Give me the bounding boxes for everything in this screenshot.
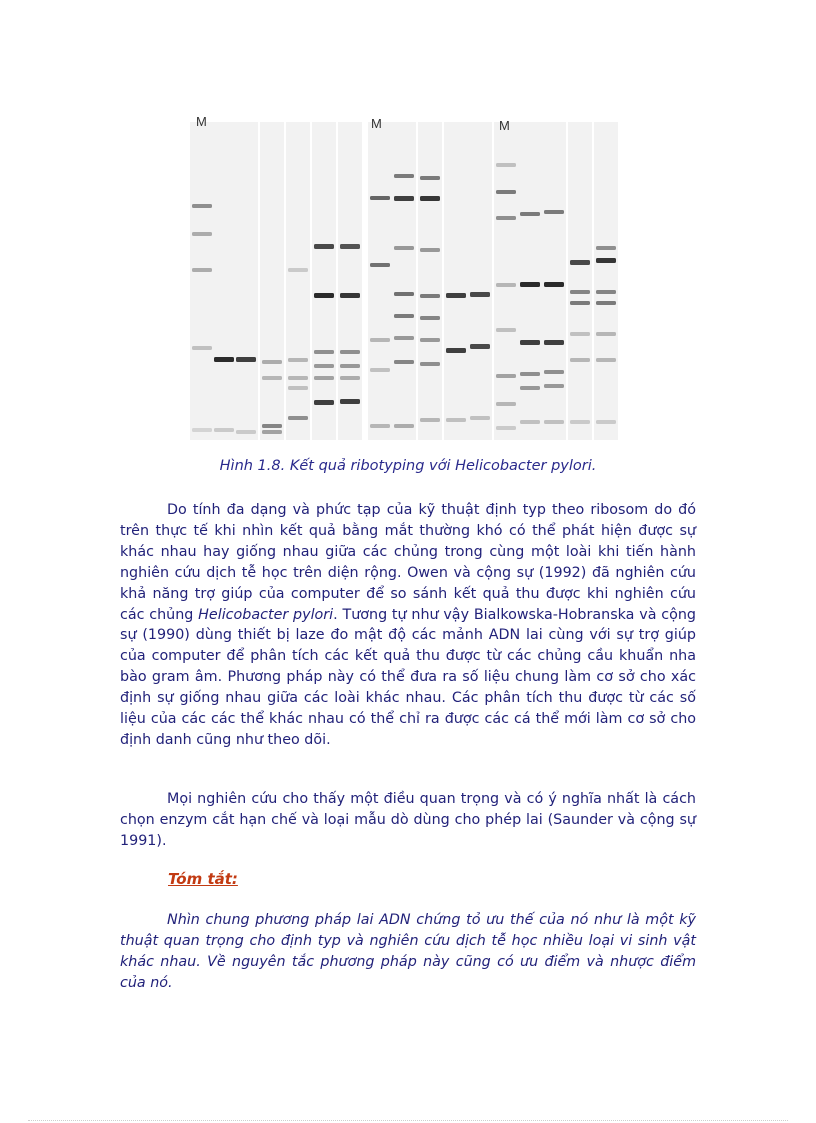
gel-lane-5 bbox=[286, 122, 310, 440]
paragraph-ribotyping-analysis bbox=[120, 500, 696, 751]
gel-band-1-5 bbox=[192, 428, 212, 432]
gel-band-9-5 bbox=[394, 314, 414, 318]
gel-lane-13 bbox=[494, 122, 518, 440]
gel-band-9-3 bbox=[394, 246, 414, 250]
gel-band-16-3 bbox=[570, 301, 590, 305]
gel-band-7-2 bbox=[340, 293, 360, 298]
gel-band-5-5 bbox=[288, 416, 308, 420]
gel-band-10-7 bbox=[420, 362, 440, 366]
gel-band-15-6 bbox=[544, 420, 564, 424]
gel-lane-3 bbox=[234, 122, 258, 440]
gel-lane-16 bbox=[568, 122, 592, 440]
gel-band-5-2 bbox=[288, 358, 308, 362]
ribotyping-gel-figure bbox=[188, 110, 628, 440]
gel-band-17-4 bbox=[596, 301, 616, 305]
gel-band-10-5 bbox=[420, 316, 440, 320]
gel-band-13-4 bbox=[496, 283, 516, 287]
gel-band-1-2 bbox=[192, 232, 212, 236]
gel-band-8-1 bbox=[370, 196, 390, 200]
gel-band-1-1 bbox=[192, 204, 212, 208]
gel-lanes bbox=[190, 122, 618, 440]
figure-caption: Hình 1.8. Kết quả ribotyping với Helicobacter pylori. bbox=[219, 458, 597, 474]
gel-band-12-3 bbox=[470, 416, 490, 420]
gel-band-17-2 bbox=[596, 258, 616, 263]
gel-lane-11 bbox=[444, 122, 468, 440]
gel-lane-14 bbox=[518, 122, 542, 440]
gel-band-13-3 bbox=[496, 216, 516, 220]
gel-band-6-5 bbox=[314, 376, 334, 380]
gel-band-1-4 bbox=[192, 346, 212, 350]
gel-band-13-7 bbox=[496, 402, 516, 406]
paragraph-text-before: Do tính đa dạng và phức tạp của kỹ thuật định typ theo ribosom do đó trên thực tế khi nhìn kết quả bằng mắt thường khó có thể phát hiện được sự khác nhau hay giống nhau giữa các chủng trong cùng một loài khi tiến hành nghiên cứu dịch tễ học trên diện rộng. Owen và cộng sự (1992) đã nghiên cứu khả năng trợ giúp của computer để so sánh kết quả thu được khi nghiên cứu các chủng bbox=[120, 502, 696, 623]
gel-lane-10 bbox=[418, 122, 442, 440]
marker-label-3: M bbox=[499, 118, 510, 133]
gel-band-7-6 bbox=[340, 399, 360, 404]
gel-band-10-4 bbox=[420, 294, 440, 298]
gel-band-10-6 bbox=[420, 338, 440, 342]
gel-band-15-5 bbox=[544, 384, 564, 388]
gel-band-10-2 bbox=[420, 196, 440, 201]
gel-band-17-1 bbox=[596, 246, 616, 250]
gel-band-4-4 bbox=[262, 430, 282, 434]
gel-band-11-1 bbox=[446, 293, 466, 298]
gel-band-16-1 bbox=[570, 260, 590, 265]
gel-band-9-4 bbox=[394, 292, 414, 296]
paragraph-text: Mọi nghiên cứu cho thấy một điều quan trọng và có ý nghĩa nhất là cách chọn enzym cắt hạn chế và loại mẫu dò dùng cho phép lai (Saunder và cộng sự 1991). bbox=[120, 791, 696, 849]
gel-band-16-6 bbox=[570, 420, 590, 424]
gel-band-6-2 bbox=[314, 293, 334, 298]
gel-lane-8 bbox=[368, 122, 392, 440]
gel-band-12-2 bbox=[470, 344, 490, 349]
gel-lane-7 bbox=[338, 122, 362, 440]
gel-band-14-1 bbox=[520, 212, 540, 216]
gel-band-9-2 bbox=[394, 196, 414, 201]
gel-lane-12 bbox=[468, 122, 492, 440]
gel-band-6-6 bbox=[314, 400, 334, 405]
gel-band-12-1 bbox=[470, 292, 490, 297]
gel-band-5-1 bbox=[288, 268, 308, 272]
paragraph-enzyme-choice bbox=[120, 789, 696, 852]
gel-band-14-4 bbox=[520, 372, 540, 376]
gel-band-10-3 bbox=[420, 248, 440, 252]
summary-text: Nhìn chung phương pháp lai ADN chứng tỏ ưu thế của nó như là một kỹ thuật quan trọng cho định typ và nghiên cứu dịch tễ học nhiều loại vi sinh vật khác nhau. Về nguyên tắc phương pháp này cũng có ưu điểm và nhược điểm của nó. bbox=[120, 912, 696, 991]
gel-band-4-3 bbox=[262, 424, 282, 428]
gel-band-16-4 bbox=[570, 332, 590, 336]
gel-band-17-5 bbox=[596, 332, 616, 336]
gel-band-16-2 bbox=[570, 290, 590, 294]
gel-band-10-1 bbox=[420, 176, 440, 180]
gel-lane-2 bbox=[212, 122, 236, 440]
gel-band-17-7 bbox=[596, 420, 616, 424]
gel-band-4-2 bbox=[262, 376, 282, 380]
gel-band-17-6 bbox=[596, 358, 616, 362]
gel-band-9-6 bbox=[394, 336, 414, 340]
gel-band-13-5 bbox=[496, 328, 516, 332]
gel-band-13-6 bbox=[496, 374, 516, 378]
gel-lane-4 bbox=[260, 122, 284, 440]
gel-band-11-2 bbox=[446, 348, 466, 353]
gel-lane-1 bbox=[190, 122, 214, 440]
gel-band-14-6 bbox=[520, 420, 540, 424]
gel-band-13-1 bbox=[496, 163, 516, 167]
gel-band-5-4 bbox=[288, 386, 308, 390]
gel-band-7-5 bbox=[340, 376, 360, 380]
gel-band-15-3 bbox=[544, 340, 564, 345]
gel-lane-9 bbox=[392, 122, 416, 440]
gel-band-16-5 bbox=[570, 358, 590, 362]
gel-band-15-2 bbox=[544, 282, 564, 287]
gel-band-4-1 bbox=[262, 360, 282, 364]
marker-label-1: M bbox=[196, 114, 207, 129]
footer-divider bbox=[28, 1120, 788, 1121]
paragraph-text-after: . Tương tự như vậy Bialkowska-Hobranska và cộng sự (1990) dùng thiết bị laze đo mật độ các mảnh ADN lai cùng với sự trợ giúp của computer để phân tích các kết quả thu được từ các chủng cầu khuẩn nha bào gram âm. Phương pháp này có thể đưa ra số liệu chung làm cơ sở cho xác định sự giống nhau giữa các loài khác nhau. Các phân tích thu được từ các số liệu của các các thể khác nhau có thể chỉ ra được các cá thể mới làm cơ sở cho định danh cũng như theo dõi. bbox=[120, 606, 696, 748]
gel-band-2-1 bbox=[214, 357, 234, 362]
summary-heading: Tóm tắt: bbox=[168, 870, 238, 888]
gel-band-14-5 bbox=[520, 386, 540, 390]
gel-band-8-5 bbox=[370, 424, 390, 428]
gel-band-17-3 bbox=[596, 290, 616, 294]
gel-band-13-2 bbox=[496, 190, 516, 194]
gel-band-8-2 bbox=[370, 263, 390, 267]
summary-paragraph bbox=[120, 910, 696, 994]
gel-lane-15 bbox=[542, 122, 566, 440]
gel-band-9-8 bbox=[394, 424, 414, 428]
gel-band-3-1 bbox=[236, 357, 256, 362]
gel-lane-6 bbox=[312, 122, 336, 440]
gel-band-3-2 bbox=[236, 430, 256, 434]
gel-band-1-3 bbox=[192, 268, 212, 272]
marker-label-2: M bbox=[371, 116, 382, 131]
gel-band-14-2 bbox=[520, 282, 540, 287]
gel-band-15-4 bbox=[544, 370, 564, 374]
gel-band-11-3 bbox=[446, 418, 466, 422]
gel-band-7-4 bbox=[340, 364, 360, 368]
gel-band-9-7 bbox=[394, 360, 414, 364]
gel-band-7-3 bbox=[340, 350, 360, 354]
gel-band-10-8 bbox=[420, 418, 440, 422]
gel-band-7-1 bbox=[340, 244, 360, 249]
gel-lane-17 bbox=[594, 122, 618, 440]
gel-band-6-4 bbox=[314, 364, 334, 368]
gel-band-8-3 bbox=[370, 338, 390, 342]
gel-band-5-3 bbox=[288, 376, 308, 380]
gel-band-14-3 bbox=[520, 340, 540, 345]
gel-band-2-2 bbox=[214, 428, 234, 432]
gel-band-9-1 bbox=[394, 174, 414, 178]
gel-band-8-4 bbox=[370, 368, 390, 372]
gel-band-15-1 bbox=[544, 210, 564, 214]
gel-band-6-3 bbox=[314, 350, 334, 354]
gel-band-13-8 bbox=[496, 426, 516, 430]
species-name: Helicobacter pylori bbox=[198, 606, 334, 623]
gel-band-6-1 bbox=[314, 244, 334, 249]
